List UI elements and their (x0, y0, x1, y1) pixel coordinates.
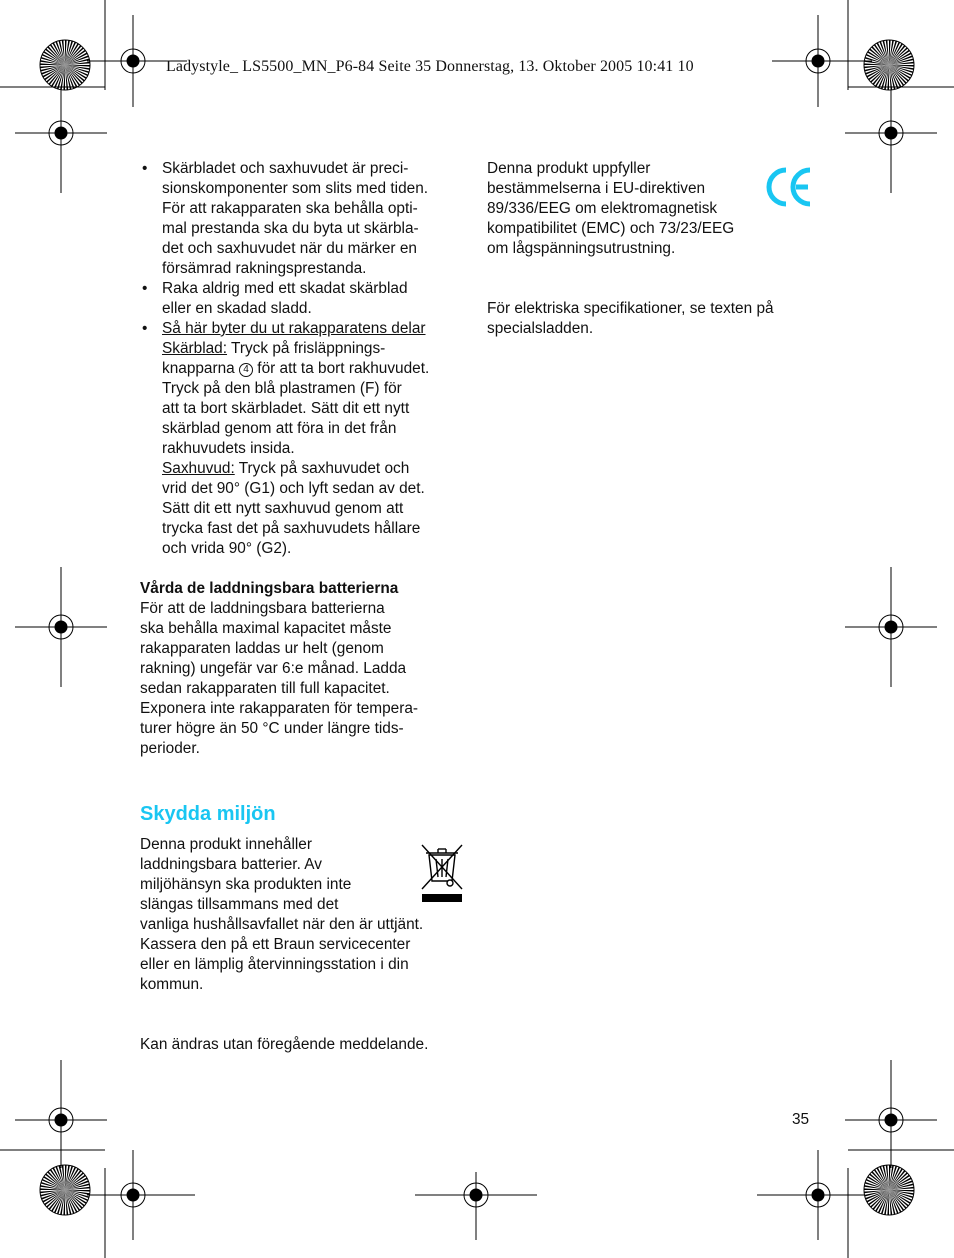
list-item (140, 319, 470, 559)
text-line: Tryck på den blå plastramen (F) för (162, 380, 402, 397)
text-segment: Tryck på frisläppnings- (227, 340, 386, 357)
battery-section (140, 579, 470, 759)
registration-crosshair-icon (415, 1172, 537, 1240)
registration-crosshair-icon (15, 567, 107, 687)
print-starburst-icon (864, 1165, 914, 1215)
registration-crosshair-icon (87, 1150, 195, 1240)
text-line: turer högre än 50 °C under längre tids- (140, 720, 404, 737)
text-line: sedan rakapparaten till full kapacitet. (140, 680, 390, 697)
bullet-icon: • (142, 280, 148, 297)
print-starburst-icon (40, 40, 90, 90)
text-line: försämrad rakningsprestanda. (162, 260, 367, 277)
print-starburst-icon (40, 1165, 90, 1215)
text-line (162, 359, 470, 379)
text-line: Raka aldrig med ett skadat skärblad (162, 280, 408, 297)
text-line: kommun. (140, 976, 204, 993)
text-segment: knapparna (162, 360, 240, 377)
text-line: om lågspänningsutrustning. (487, 240, 676, 257)
registration-crosshair-icon (845, 90, 937, 193)
text-line: eller en lämplig återvinningsstation i din (140, 956, 409, 973)
text-segment: för att ta bort rakhuvudet. (253, 360, 430, 377)
text-line: rakapparaten laddas ur helt (genom (140, 640, 384, 657)
text-line: laddningsbara batterier. Av (140, 856, 322, 873)
text-line: rakning) ungefär var 6:e månad. Ladda (140, 660, 407, 677)
battery-heading: Vårda de laddningsbara batterierna (140, 580, 399, 597)
text-line: miljöhänsyn ska produkten inte (140, 876, 352, 893)
text-line: eller en skadad sladd. (162, 300, 312, 317)
text-line: ska behålla maximal kapacitet måste (140, 620, 392, 637)
notice-text: Kan ändras utan föregående meddelande. (140, 1036, 429, 1053)
ce-mark-icon (765, 165, 815, 209)
text-line: För att de laddningsbara batterierna (140, 600, 385, 617)
left-column (140, 159, 470, 1055)
circled-number: 4 (239, 363, 253, 377)
text-line: rakhuvudets insida. (162, 440, 295, 457)
crossed-out-wheelie-bin-icon (418, 843, 466, 905)
foil-label: Skärblad: (162, 340, 228, 357)
text-line (162, 339, 470, 359)
print-header: Ladystyle_ LS5500_MN_P6-84 Seite 35 Donnerstag, 13. Oktober 2005 10:41 10 (166, 58, 694, 75)
text-line: sionskomponenter som slits med tiden. (162, 180, 429, 197)
parts-heading: Så här byter du ut rakapparatens delar (162, 320, 426, 337)
text-line: Exponera inte rakapparaten för tempera- (140, 700, 419, 717)
text-line: skärblad genom att föra in det från (162, 420, 397, 437)
section-title: Skydda miljön (140, 803, 276, 825)
registration-crosshair-icon (772, 15, 872, 107)
text-line: slängas tillsammans med det (140, 896, 339, 913)
text-line: För elektriska specifikationer, se texten på (487, 300, 774, 317)
text-line: att ta bort skärbladet. Sätt dit ett nytt (162, 400, 410, 417)
text-line (162, 459, 470, 479)
registration-crosshair-icon (757, 1150, 865, 1240)
registration-crosshair-icon (845, 567, 937, 687)
bullet-icon: • (142, 160, 148, 177)
text-line: kompatibilitet (EMC) och 73/23/EEG (487, 220, 735, 237)
list-item (140, 279, 470, 319)
print-starburst-icon (864, 40, 914, 90)
text-line: Denna produkt innehåller (140, 836, 312, 853)
registration-crosshair-icon (15, 1060, 107, 1168)
text-segment: Tryck på saxhuvudet och (234, 460, 410, 477)
text-line: specialsladden. (487, 320, 594, 337)
spec-note (487, 299, 817, 339)
text-line: För att rakapparaten ska behålla opti- (162, 200, 418, 217)
text-line: mal prestanda ska du byta ut skärbla- (162, 220, 419, 237)
registration-crosshair-icon (15, 90, 107, 193)
text-line: Sätt dit ett nytt saxhuvud genom att (162, 500, 404, 517)
text-line: vrid det 90° (G1) och lyft sedan av det. (162, 480, 425, 497)
text-line: vanliga hushållsavfallet när den är uttjänt. (140, 916, 424, 933)
text-line: det och saxhuvudet när du märker en (162, 240, 417, 257)
text-line: Skärbladet och saxhuvudet är preci- (162, 160, 409, 177)
text-line: 89/336/EEG om elektromagnetisk (487, 200, 718, 217)
page-number: 35 (792, 1111, 810, 1128)
bullet-icon: • (142, 320, 148, 337)
text-line: Kassera den på ett Braun servicecenter (140, 936, 411, 953)
list-item (140, 159, 470, 279)
text-line: trycka fast det på saxhuvudets hållare (162, 520, 421, 537)
registration-crosshair-icon (845, 1060, 937, 1168)
text-line: perioder. (140, 740, 200, 757)
text-line: Denna produkt uppfyller (487, 160, 651, 177)
cutter-label: Saxhuvud: (162, 460, 235, 477)
text-line: bestämmelserna i EU-direktiven (487, 180, 706, 197)
text-line: och vrida 90° (G2). (162, 540, 292, 557)
